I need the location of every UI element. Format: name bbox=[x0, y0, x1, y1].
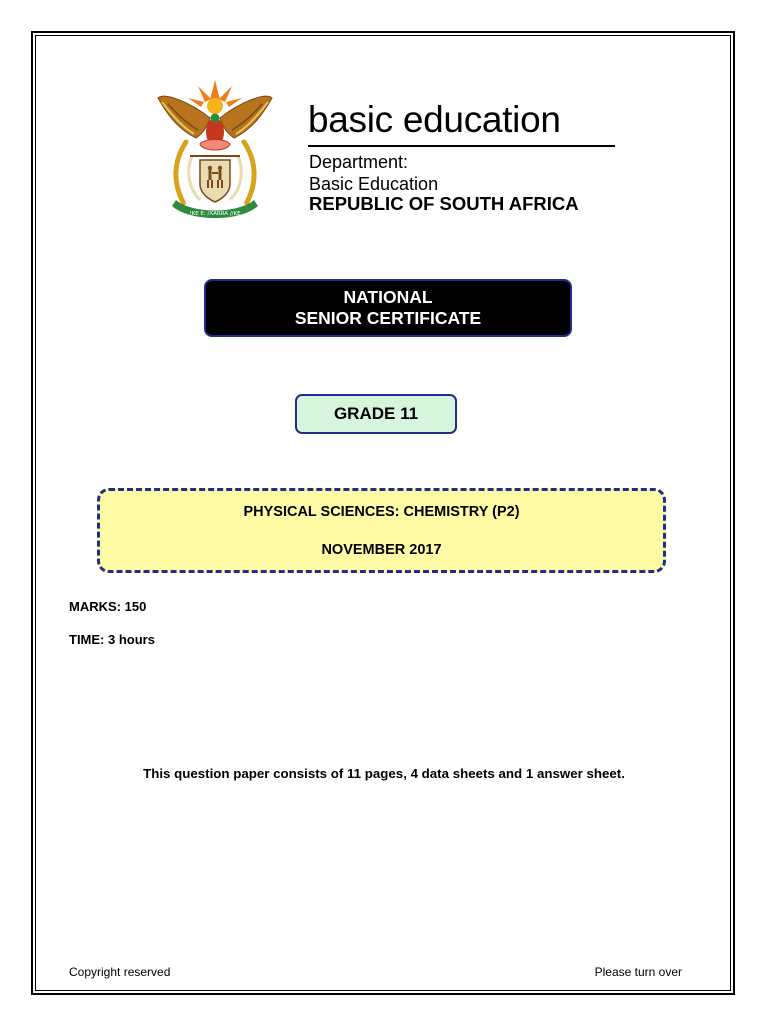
copyright-footer: Copyright reserved bbox=[69, 965, 171, 979]
time-label: TIME: 3 hours bbox=[69, 632, 155, 647]
subject-box bbox=[97, 488, 666, 573]
certificate-banner bbox=[204, 279, 572, 337]
country-name: REPUBLIC OF SOUTH AFRICA bbox=[309, 193, 579, 214]
logo-divider bbox=[308, 145, 615, 147]
subject-title: PHYSICAL SCIENCES: CHEMISTRY (P2) bbox=[243, 504, 520, 520]
grade-badge: GRADE 11 bbox=[295, 394, 457, 434]
coat-of-arms-icon bbox=[150, 72, 280, 230]
department-label: Department: bbox=[309, 152, 409, 172]
logo-wordmark: basic education bbox=[308, 99, 561, 140]
exam-session: NOVEMBER 2017 bbox=[321, 542, 442, 558]
certificate-line-1: NATIONAL bbox=[343, 287, 433, 307]
marks-label: MARKS: 150 bbox=[69, 599, 147, 614]
turn-over-footer: Please turn over bbox=[594, 965, 682, 979]
department-name: Basic Education bbox=[309, 174, 439, 194]
certificate-line-2: SENIOR CERTIFICATE bbox=[294, 308, 482, 328]
svg-text:!KE E: /XARRA //KE: !KE E: /XARRA //KE bbox=[189, 211, 241, 217]
paper-contents-notice: This question paper consists of 11 pages, 4 data sheets and 1 answer sheet. bbox=[143, 766, 625, 781]
